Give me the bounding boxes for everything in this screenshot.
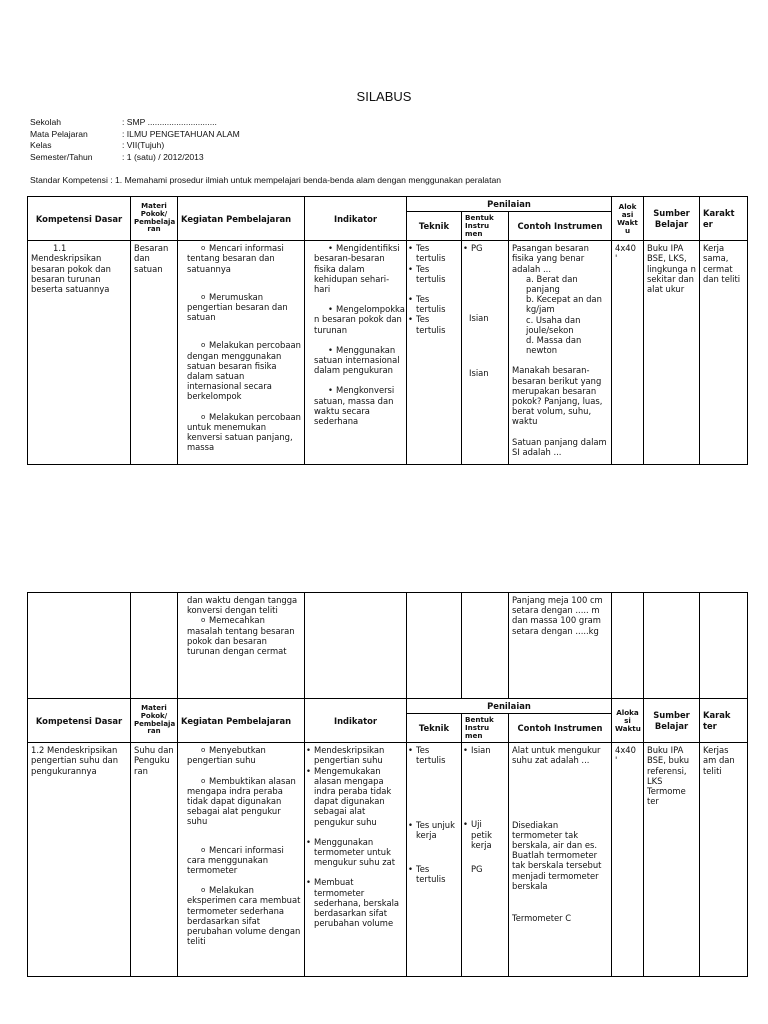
cell-teknik: [407, 593, 462, 699]
bentuk-item: • PG: [465, 243, 505, 253]
header-indikator: Indikator: [305, 197, 407, 241]
header-contoh-instrumen: Contoh Instrumen: [509, 212, 612, 241]
indikator-item: • Mengemukakan alasan mengapa indra peraba tidak dapat digunakan sebagai alat pengukur suhu: [308, 766, 403, 827]
teknik-item: • Tes tertulis: [410, 745, 458, 765]
kegiatan-item: o Mencari informasi cara menggunakan termometer: [181, 845, 301, 876]
bentuk-item: PG: [471, 864, 483, 875]
header-teknik: Teknik: [407, 212, 462, 241]
indikator-item: • Menggunakan termometer untuk mengukur suhu zat: [308, 837, 403, 868]
cell-contoh: [509, 743, 612, 977]
header-materi-pokok: Materi Pokok/ Pembelaja ran: [131, 699, 178, 743]
indikator-item: • Menggunakan satuan internasional dalam pengukuran: [308, 345, 403, 376]
meta-row-semester: [30, 152, 240, 164]
meta-value: : 1 (satu) / 2012/2013: [122, 151, 204, 162]
cell-alokasi: [612, 593, 644, 699]
teknik-item: • Tes tertulis: [410, 314, 458, 334]
kegiatan-item: o Mencari informasi tentang besaran dan satuannya: [181, 243, 301, 274]
header-penilaian: Penilaian: [407, 699, 612, 714]
teknik-item: • Tes tertulis: [410, 864, 458, 884]
cell-sumber: [644, 593, 700, 699]
cell-materi: [131, 593, 178, 699]
cell-alokasi: 4x40 ': [612, 743, 644, 977]
header-alokasi-waktu: Alok asi Wakt u: [612, 197, 644, 241]
cell-contoh: [509, 241, 612, 465]
cell-kegiatan: [178, 593, 305, 699]
header-sumber-belajar: Sumber Belajar: [644, 699, 700, 743]
cell-indikator: [305, 593, 407, 699]
meta-row-sekolah: [30, 117, 240, 129]
header-sumber-belajar: Sumber Belajar: [644, 197, 700, 241]
cell-teknik: [407, 241, 462, 465]
header-bentuk-instrumen: Bentuk Instru men: [462, 714, 509, 743]
cell-kompetensi-dasar: 1.2 Mendeskripsikan pengertian suhu dan pengukurannya: [28, 743, 131, 977]
cell-kegiatan: [178, 743, 305, 977]
kd-text: 1.1 Mendeskripsikan besaran pokok dan besaran turunan beserta satuannya: [31, 243, 111, 295]
header-kegiatan: Kegiatan Pembelajaran: [178, 699, 305, 743]
cell-bentuk: [462, 241, 509, 465]
cell-sumber: Buku IPA BSE, buku referensi, LKS Termome ter: [644, 743, 700, 977]
kegiatan-item: o Memecahkan masalah tentang besaran pokok dan besaran turunan dengan cermat: [181, 615, 301, 656]
cell-karakter: Kerja sama, cermat dan teliti: [700, 241, 748, 465]
header-indikator: Indikator: [305, 699, 407, 743]
contoh-option: a. Berat dan panjang: [526, 273, 578, 295]
indikator-item: • Mendeskripsikan pengertian suhu: [308, 745, 403, 765]
cell-materi: Besaran dan satuan: [131, 241, 178, 465]
cell-contoh: [509, 593, 612, 699]
cell-kegiatan: [178, 241, 305, 465]
indikator-item: • Mengidentifiksi besaran-besaran fisika dalam kehidupan sehari-hari: [308, 243, 403, 294]
contoh-question: Manakah besaran-besaran berikut yang merupakan besaran pokok? Panjang, luas, berat volum, suhu, waktu: [512, 365, 603, 427]
meta-row-kelas: [30, 140, 240, 152]
meta-key: Sekolah: [30, 117, 62, 127]
meta-value: : VII(Tujuh): [122, 140, 165, 150]
header-kompetensi-dasar: Kompetensi Dasar: [28, 699, 131, 743]
cell-indikator: [305, 743, 407, 977]
bentuk-item: Isian: [469, 367, 489, 378]
contoh-question: Satuan panjang dalam SI adalah ...: [512, 436, 607, 457]
cell-karakter: [700, 593, 748, 699]
contoh-option: d. Massa dan newton: [526, 335, 582, 356]
standar-kompetensi: Standar Kompetensi : 1. Memahami prosedur ilmiah untuk mempelajari benda-benda alam dengan menggunakan peralatan: [30, 175, 502, 185]
cell-karakter: Kerjas am dan teliti: [700, 743, 748, 977]
page-title: SILABUS: [356, 89, 412, 104]
indikator-item: • Mengelompokka n besaran pokok dan turunan: [308, 304, 403, 335]
cell-teknik: [407, 743, 462, 977]
header-contoh-instrumen: Contoh Instrumen: [509, 714, 612, 743]
contoh-question: Disediakan termometer tak berskala, air dan es. Buatlah termometer tak berskala tersebut menjadi termometer berskala: [512, 819, 602, 891]
teknik-item: • Tes tertulis: [410, 294, 458, 314]
bentuk-item: • Uji petik kerja: [465, 819, 505, 850]
contoh-question: Pasangan besaran fisika yang benar adalah ...: [512, 243, 589, 274]
meta-row-mapel: [30, 129, 240, 141]
bentuk-item: • Isian: [465, 745, 505, 755]
cell-kompetensi-dasar: [28, 593, 131, 699]
cell-bentuk: [462, 743, 509, 977]
header-karakter: Karak ter: [700, 699, 748, 743]
cell-kompetensi-dasar: [28, 241, 131, 465]
header-teknik: Teknik: [407, 714, 462, 743]
cell-indikator: [305, 241, 407, 465]
cell-alokasi: 4x40 ': [612, 241, 644, 465]
meta-key: Semester/Tahun: [30, 151, 93, 162]
cell-bentuk: [462, 593, 509, 699]
meta-key: Mata Pelajaran: [30, 128, 88, 139]
kegiatan-item: o Membuktikan alasan mengapa indra peraba tidak dapat digunakan sebagai alat pengukur suhu: [181, 776, 301, 827]
contoh-question: Termometer C: [512, 913, 572, 924]
kegiatan-item: o Menyebutkan pengertian suhu: [181, 745, 301, 765]
teknik-item: • Tes tertulis: [410, 243, 458, 263]
document-meta: [30, 117, 240, 163]
bentuk-item: Isian: [469, 313, 489, 324]
header-penilaian: Penilaian: [407, 197, 612, 212]
teknik-item: • Tes unjuk kerja: [410, 820, 458, 840]
header-bentuk-instrumen: Bentuk Instru men: [462, 212, 509, 241]
kegiatan-item: o Melakukan percobaan dengan menggunakan satuan besaran fisika dalam satuan internasional secara berkelompok: [181, 340, 301, 401]
teknik-item: • Tes tertulis: [410, 264, 458, 284]
cell-sumber: Buku IPA BSE, LKS, lingkunga n sekitar dan alat ukur: [644, 241, 700, 465]
kegiatan-item: o Melakukan eksperimen cara membuat termometer sederhana berdasarkan sifat perubahan volume dengan teliti: [181, 885, 301, 946]
meta-value: : ILMU PENGETAHUAN ALAM: [122, 128, 240, 139]
kegiatan-continuation: dan waktu dengan tangga konversi dengan teliti: [187, 595, 298, 616]
meta-key: Kelas: [30, 140, 52, 150]
contoh-option: b. Kecepat an dan kg/jam: [526, 294, 602, 315]
kegiatan-item: o Melakukan percobaan untuk menemukan kenversi satuan panjang, massa: [181, 412, 301, 453]
header-alokasi-waktu: Aloka si Waktu: [612, 699, 644, 743]
header-karakter: Karakt er: [700, 197, 748, 241]
syllabus-table-1: [27, 196, 748, 465]
contoh-question: Alat untuk mengukur suhu zat adalah ...: [512, 745, 601, 766]
cell-materi: Suhu dan Penguku ran: [131, 743, 178, 977]
contoh-option: c. Usaha dan joule/sekon: [526, 314, 581, 335]
header-kompetensi-dasar: Kompetensi Dasar: [28, 197, 131, 241]
kegiatan-item: o Merumuskan pengertian besaran dan satuan: [181, 292, 301, 323]
contoh-question: Panjang meja 100 cm setara dengan ..... m dan massa 100 gram setara dengan .....kg: [512, 595, 603, 636]
indikator-item: • Membuat termometer sederhana, berskala berdasarkan sifat perubahan volume: [308, 877, 403, 928]
meta-value: : SMP .............................: [122, 117, 217, 127]
header-materi-pokok: Materi Pokok/ Pembelaja ran: [131, 197, 178, 241]
indikator-item: • Mengkonversi satuan, massa dan waktu secara sederhana: [308, 385, 403, 426]
syllabus-table-2: [27, 592, 748, 977]
header-kegiatan: Kegiatan Pembelajaran: [178, 197, 305, 241]
